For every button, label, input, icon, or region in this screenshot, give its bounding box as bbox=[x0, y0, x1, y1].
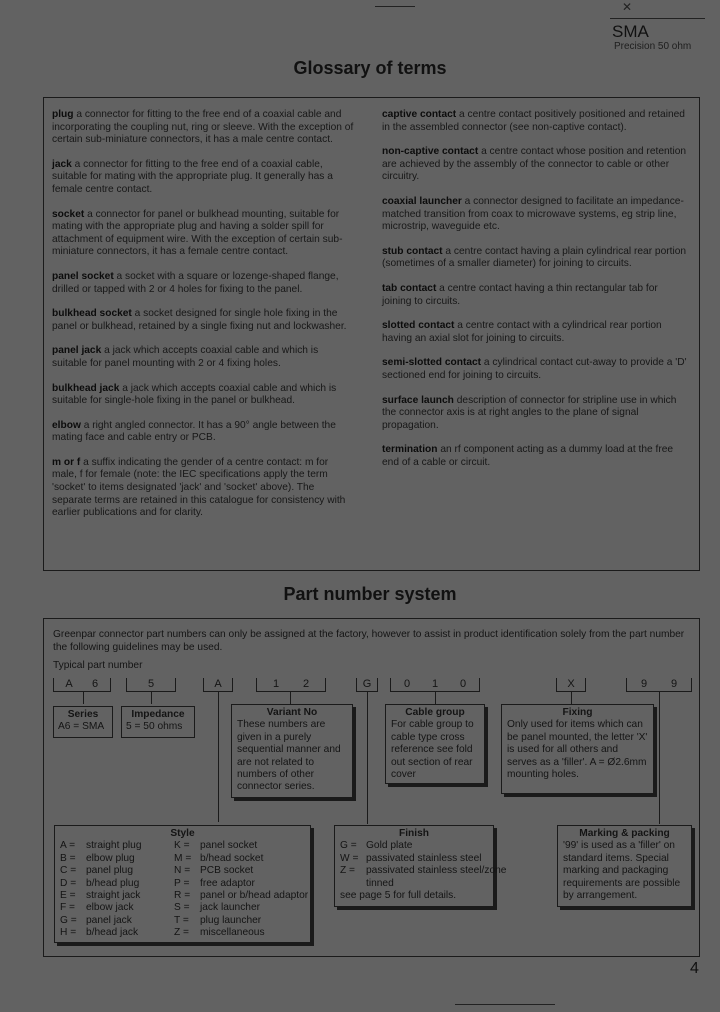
glossary-left-column bbox=[52, 109, 355, 532]
glossary-right-column bbox=[382, 109, 688, 481]
fixing-title: Fixing bbox=[562, 707, 593, 718]
style-desc: b/head jack bbox=[86, 927, 139, 939]
connector-line bbox=[83, 692, 84, 704]
glossary-term: stub contact bbox=[382, 245, 443, 257]
digit: 5 bbox=[147, 678, 155, 690]
glossary-term: jack bbox=[52, 158, 72, 170]
digit: X bbox=[567, 678, 575, 690]
style-desc: jack launcher bbox=[200, 902, 261, 914]
typical-part-number-label: Typical part number bbox=[53, 660, 143, 671]
connector-line bbox=[218, 692, 219, 822]
glossary-definition: description of connector for stripline use in which the connector axis is at right angles to the plane of signal propagation. bbox=[382, 394, 677, 431]
fixing-text: Only used for items which can be panel mounted, the letter 'X' is used for all others and serves as a 'filler'. A = Ø2.6mm mounting holes. bbox=[507, 719, 648, 781]
glossary-term: tab contact bbox=[382, 282, 437, 294]
glossary-entry bbox=[52, 345, 355, 370]
impedance-box bbox=[121, 706, 195, 738]
glossary-definition: a suffix indicating the gender of a centre contact: m for male, f for female (note: the IEC specifications apply the term 'socket' to items designated 'jack' and 'socket' above). The separate terms are retained in this catalogue for consistency with earlier publications and for clarity. bbox=[52, 456, 346, 519]
glossary-definition: a connector for fitting to the free end of a coaxial cable and incorporating the coupling nut, ring or sleeve. With the exception of certain sub-miniature connectors, it has a male centre contact. bbox=[52, 109, 354, 146]
glossary-entry bbox=[382, 109, 688, 134]
style-desc: b/head plug bbox=[86, 877, 140, 889]
style-box bbox=[54, 825, 311, 943]
style-desc: elbow plug bbox=[86, 852, 135, 864]
glossary-definition: an rf component acting as a dummy load at the free end of a cable or circuit. bbox=[382, 444, 674, 468]
pn-impedance bbox=[126, 678, 176, 692]
marking-box bbox=[557, 825, 692, 907]
glossary-term: panel socket bbox=[52, 270, 114, 282]
glossary-heading: Glossary of terms bbox=[293, 58, 447, 78]
series-title: Series bbox=[67, 709, 99, 720]
cable-group-title: Cable group bbox=[405, 707, 465, 718]
glossary-entry bbox=[52, 420, 355, 445]
pn-cable bbox=[390, 678, 480, 692]
part-number-heading: Part number system bbox=[283, 584, 457, 604]
digit: 1 bbox=[272, 678, 280, 690]
digit: 1 bbox=[431, 678, 439, 690]
style-code: R = bbox=[174, 890, 191, 902]
pn-series bbox=[53, 678, 111, 692]
series-text: A6 = SMA bbox=[58, 721, 105, 733]
variant-text: These numbers are given in a purely sequential manner and are not related to numbers of other connector series. bbox=[237, 719, 341, 793]
glossary-term: socket bbox=[52, 208, 85, 220]
style-list bbox=[60, 840, 309, 939]
pn-style bbox=[203, 678, 233, 692]
glossary-definition: a jack which accepts coaxial cable and which is suitable for single-hole fixing in the panel or bulkhead. bbox=[52, 382, 337, 407]
glossary-entry bbox=[382, 246, 688, 271]
style-desc: miscellaneous bbox=[200, 927, 265, 939]
finish-box bbox=[334, 825, 507, 907]
variant-title: Variant No bbox=[266, 707, 318, 718]
glossary-definition: a centre contact whose position and retention are achieved by the assembly of the connector to cable or other circuitry. bbox=[382, 146, 687, 183]
glossary-definition: a socket with a square or lozenge-shaped flange, drilled or tapped with 2 or 4 holes for fixing to the panel. bbox=[52, 270, 339, 295]
style-code: T = bbox=[174, 914, 189, 926]
glossary-entry bbox=[382, 146, 688, 184]
glossary-term: termination bbox=[382, 444, 438, 456]
pn-marking bbox=[626, 678, 692, 692]
connector-line bbox=[659, 692, 660, 824]
page-number: 4 bbox=[690, 960, 699, 977]
glossary-definition: a connector for fitting to the free end of a coaxial cable, suitable for mating with the appropriate plug. It generally has a female centre contact. bbox=[52, 158, 333, 195]
part-number-intro: Greenpar connector part numbers can only be assigned at the factory, however to assist in product identification solely from the part number the following guidelines may be used. bbox=[53, 629, 685, 653]
style-code: C = bbox=[60, 865, 77, 877]
style-code: G = bbox=[60, 914, 77, 926]
style-code: B = bbox=[60, 852, 76, 864]
impedance-title: Impedance bbox=[131, 709, 185, 720]
style-desc: straight plug bbox=[86, 840, 142, 852]
style-desc: plug launcher bbox=[200, 914, 262, 926]
style-desc: free adaptor bbox=[200, 877, 255, 889]
glossary-definition: a right angled connector. It has a 90° angle between the mating face and cable entry or PCB. bbox=[52, 419, 336, 444]
header-title: SMA bbox=[612, 22, 649, 41]
glossary-term: bulkhead socket bbox=[52, 308, 132, 320]
style-title: Style bbox=[170, 828, 195, 839]
corner-mark-icon: ✕ bbox=[622, 0, 633, 14]
glossary-entry bbox=[52, 109, 355, 147]
connector-line bbox=[367, 692, 368, 824]
style-code: A = bbox=[60, 840, 76, 852]
variant-box bbox=[231, 704, 353, 798]
finish-code: G = bbox=[340, 840, 357, 852]
digit: A bbox=[214, 678, 222, 690]
glossary-term: coaxial launcher bbox=[382, 195, 462, 207]
bottom-rule bbox=[455, 1004, 555, 1005]
glossary-definition: a connector designed to facilitate an impedance-matched transition from coax to microwave systems, eg strip line, microstrip, waveguide etc. bbox=[382, 195, 684, 233]
connector-line bbox=[435, 692, 436, 704]
glossary-term: panel jack bbox=[52, 345, 102, 357]
glossary-definition: a centre contact positively positioned and retained in the assembled connector (see non-captive contact). bbox=[382, 109, 685, 133]
glossary-entry bbox=[382, 320, 688, 345]
glossary-entry bbox=[382, 196, 688, 234]
finish-code: W = bbox=[340, 852, 359, 864]
style-desc: panel plug bbox=[86, 865, 134, 877]
pn-fixing bbox=[556, 678, 586, 692]
marking-title: Marking & packing bbox=[579, 828, 670, 839]
glossary-entry bbox=[52, 271, 355, 296]
style-code: K = bbox=[174, 840, 190, 852]
glossary-definition: a centre contact with a cylindrical rear portion having an axial slot for joining to circuits. bbox=[382, 320, 662, 344]
series-box bbox=[53, 706, 113, 738]
fixing-box bbox=[501, 704, 654, 794]
glossary-term: non-captive contact bbox=[382, 146, 479, 158]
style-desc: elbow jack bbox=[86, 902, 134, 914]
style-desc: straight jack bbox=[86, 890, 141, 902]
glossary-term: slotted contact bbox=[382, 320, 455, 332]
header-subtitle: Precision 50 ohm bbox=[614, 41, 692, 52]
connector-line bbox=[151, 692, 152, 704]
glossary-definition: a centre contact having a thin rectangular tab for joining to circuits. bbox=[382, 282, 658, 307]
glossary-entry bbox=[52, 159, 355, 197]
finish-code: Z = bbox=[340, 865, 356, 877]
connector-line bbox=[571, 692, 572, 704]
style-code: S = bbox=[174, 902, 190, 914]
style-desc: b/head socket bbox=[200, 852, 264, 864]
finish-list bbox=[340, 840, 507, 890]
digit: 0 bbox=[459, 678, 467, 690]
connector-line bbox=[290, 692, 291, 704]
style-desc: panel or b/head adaptor bbox=[200, 890, 309, 902]
glossary-entry bbox=[52, 383, 355, 408]
glossary-term: captive contact bbox=[382, 109, 457, 120]
glossary-term: elbow bbox=[52, 419, 81, 431]
style-code: M = bbox=[174, 852, 192, 864]
glossary-entry bbox=[382, 283, 688, 308]
digit: A bbox=[65, 678, 73, 690]
finish-note: see page 5 for full details. bbox=[340, 890, 457, 902]
digit: 2 bbox=[302, 678, 310, 690]
glossary-entry bbox=[52, 308, 355, 333]
glossary-definition: a connector for panel or bulkhead mounting, suitable for mating with the appropriate plug and having a solder spill for attachment of equipment wire. With the exception of certain sub-miniature connectors, it has a female centre contact. bbox=[52, 208, 343, 258]
style-code: D = bbox=[60, 877, 77, 889]
glossary-entry bbox=[382, 395, 688, 433]
pn-finish bbox=[356, 678, 378, 692]
finish-desc: passivated stainless steel bbox=[366, 852, 482, 864]
top-rule bbox=[375, 6, 415, 7]
style-code: N = bbox=[174, 865, 191, 877]
style-code: Z = bbox=[174, 927, 190, 939]
glossary-term: semi-slotted contact bbox=[382, 357, 482, 369]
style-desc: panel jack bbox=[86, 914, 132, 926]
glossary-entry bbox=[382, 357, 688, 382]
style-code: P = bbox=[174, 877, 190, 889]
glossary-definition: a centre contact having a plain cylindrical rear portion (sometimes of a smaller diameter) for joining to circuits. bbox=[382, 245, 687, 270]
style-desc: PCB socket bbox=[200, 865, 254, 877]
header-rule bbox=[610, 18, 705, 19]
glossary-entry bbox=[52, 457, 355, 520]
style-desc: panel socket bbox=[200, 840, 258, 852]
glossary-term: bulkhead jack bbox=[52, 382, 120, 394]
glossary-definition: a socket designed for single hole fixing in the panel or bulkhead, retained by a single fixing nut and lockwasher. bbox=[52, 308, 347, 332]
style-code: H = bbox=[60, 927, 77, 939]
glossary-entry bbox=[52, 209, 355, 259]
digit: G bbox=[362, 678, 372, 690]
finish-desc: passivated stainless steel/zone tinned bbox=[366, 865, 507, 889]
glossary-term: m or f bbox=[52, 456, 81, 468]
style-code: E = bbox=[60, 890, 76, 902]
digit: 9 bbox=[640, 678, 648, 690]
impedance-text: 5 = 50 ohms bbox=[126, 721, 183, 733]
finish-desc: Gold plate bbox=[366, 840, 413, 852]
digit: 0 bbox=[403, 678, 411, 690]
glossary-definition: a jack which accepts coaxial cable and which is suitable for panel mounting with 2 or 4 fixing holes. bbox=[52, 345, 319, 369]
glossary-term: surface launch bbox=[382, 394, 454, 406]
digit: 6 bbox=[91, 678, 99, 690]
digit: 9 bbox=[670, 678, 678, 690]
finish-title: Finish bbox=[399, 828, 429, 839]
style-code: F = bbox=[60, 902, 76, 914]
glossary-term: plug bbox=[52, 109, 74, 120]
marking-text: '99' is used as a 'filler' on standard items. Special marking and packaging requirements are possible by arrangement. bbox=[563, 840, 681, 902]
glossary-entry bbox=[382, 444, 688, 469]
cable-group-text: For cable group to cable type cross reference see fold out section of rear cover bbox=[391, 719, 474, 781]
cable-group-box bbox=[385, 704, 485, 784]
pn-variant bbox=[256, 678, 326, 692]
glossary-definition: a cylindrical contact cut-away to provide a 'D' sectioned end for joining to circuits. bbox=[382, 357, 687, 381]
